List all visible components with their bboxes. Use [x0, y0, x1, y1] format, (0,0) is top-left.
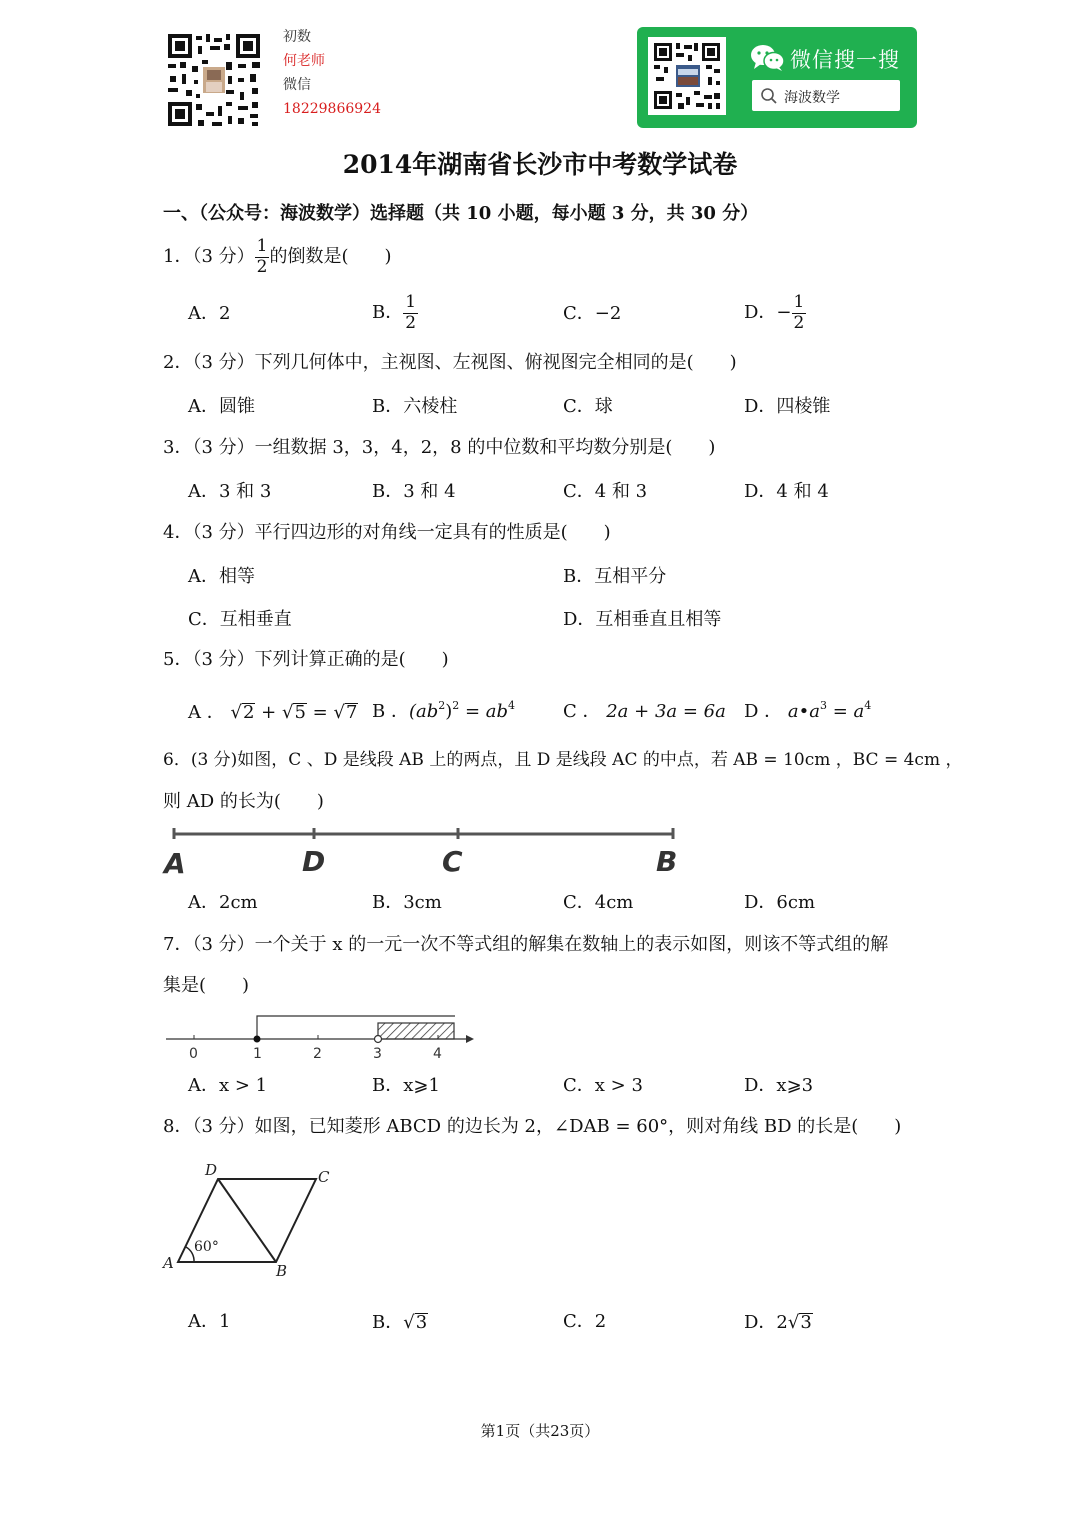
- question-4: 4．（3 分）平行四边形的对角线一定具有的性质是( ): [163, 522, 611, 543]
- option-b: B．x⩾1: [372, 1075, 440, 1096]
- option-b: B．3cm: [372, 892, 442, 913]
- wechat-qr-code: [648, 37, 726, 115]
- question-3: 3．（3 分）一组数据 3，3，4，2，8 的中位数和平均数分别是( ): [163, 437, 716, 458]
- axis-tick-label: 4: [433, 1046, 442, 1062]
- number-line-figure: [160, 1010, 480, 1065]
- expression: 2a + 3a = 6a: [606, 701, 726, 722]
- fraction-denominator: 2: [793, 312, 805, 333]
- option-d: D．4 和 4: [744, 481, 829, 502]
- expression: = ab: [459, 701, 509, 722]
- wechat-search-text: 海波数学: [784, 90, 840, 106]
- option-a: A．x > 1: [188, 1075, 268, 1096]
- contact-phone: 18229866924: [283, 101, 381, 117]
- option-label: D ．: [744, 701, 783, 722]
- vertex-label-d: D: [205, 1161, 218, 1179]
- option-d: D．四棱锥: [744, 396, 831, 417]
- option-a: A ． √2 + √5 = √7: [188, 702, 358, 723]
- axis-tick-label: 2: [313, 1046, 322, 1062]
- segment-figure: [160, 825, 680, 885]
- option-a: A．1: [188, 1311, 231, 1332]
- option-d: D．6cm: [744, 892, 816, 913]
- contact-qr-code: [166, 32, 262, 128]
- option-b: [372, 293, 418, 333]
- option-c: C．−2: [563, 303, 622, 324]
- option-b: [372, 699, 516, 722]
- page-footer: 第1页（共23页）: [480, 1422, 600, 1440]
- radicand: 5: [294, 702, 306, 723]
- point-label-c: C: [442, 845, 463, 878]
- question-6-line-1: 6．(3 分)如图，C 、D 是线段 AB 上的两点，且 D 是线段 AC 的中点，若 AB = 10cm ，BC = 4cm ，: [163, 750, 963, 770]
- fraction-numerator: 1: [793, 292, 805, 312]
- option-a: A．2cm: [188, 892, 258, 913]
- expression: ): [445, 701, 453, 722]
- question-6-line-2: 则 AD 的长为( ): [163, 791, 324, 812]
- option-label: B．: [372, 1312, 404, 1333]
- option-label: A ．: [188, 702, 225, 723]
- option-label: B ．: [372, 701, 409, 722]
- radicand: 7: [345, 702, 358, 723]
- section-heading: 一、（公众号：海波数学）选择题（共 10 小题，每小题 3 分，共 30 分）: [163, 203, 759, 224]
- radicand: 2: [242, 702, 255, 723]
- vertex-label-c: C: [318, 1168, 330, 1186]
- fraction-numerator: 1: [405, 292, 417, 312]
- qr-code-icon: [648, 37, 726, 115]
- option-d: D．互相垂直且相等: [563, 609, 722, 630]
- option-b: B．3 和 4: [372, 481, 456, 502]
- point-label-d: D: [302, 845, 326, 878]
- operator: =: [312, 702, 328, 723]
- radicand: 3: [415, 1312, 428, 1333]
- option-d: [744, 293, 806, 333]
- option-d: D．2√3: [744, 1312, 812, 1333]
- option-label: D．−: [744, 302, 792, 324]
- option-c: C．互相垂直: [188, 609, 292, 630]
- exponent: 3: [819, 699, 827, 712]
- option-c: [563, 703, 726, 721]
- vertex-label-a: A: [163, 1254, 174, 1272]
- search-icon: [760, 87, 778, 105]
- option-b: B．互相平分: [563, 566, 667, 587]
- fraction-numerator: 1: [256, 236, 268, 256]
- question-7-line-1: 7．（3 分）一个关于 x 的一元一次不等式组的解集在数轴上的表示如图，则该不等式组的解: [163, 934, 889, 955]
- question-8: 8．（3 分）如图，已知菱形 ABCD 的边长为 2，∠DAB = 60°，则对角线 BD 的长是( ): [163, 1116, 902, 1137]
- option-label: C ．: [563, 701, 601, 722]
- vertex-label-b: B: [276, 1262, 288, 1280]
- question-number: 1．（3 分）: [163, 246, 255, 268]
- expression: (ab: [408, 701, 439, 722]
- fraction-denominator: 2: [256, 256, 268, 277]
- wechat-search-title: 微信搜一搜: [790, 48, 900, 72]
- axis-tick-label: 3: [373, 1046, 382, 1062]
- option-a: A．2: [188, 303, 231, 324]
- exponent: 2: [452, 699, 460, 712]
- fraction: [792, 293, 807, 333]
- expression: a•a: [787, 701, 820, 722]
- contact-label: 初数: [283, 29, 311, 45]
- expression: = a: [826, 701, 865, 722]
- qr-code-icon: [166, 32, 262, 128]
- contact-name: 何老师: [283, 53, 325, 69]
- option-c: C．球: [563, 396, 613, 417]
- option-label: D．2: [744, 1312, 788, 1333]
- option-a: A．圆锥: [188, 396, 255, 417]
- rhombus-figure: [160, 1155, 345, 1285]
- fraction: [403, 293, 418, 333]
- page-title: 2014年湖南省长沙市中考数学试卷: [342, 150, 738, 179]
- question-stem: 的倒数是( ): [269, 246, 392, 268]
- option-label: B．: [372, 302, 404, 324]
- exponent: 4: [508, 699, 516, 712]
- question-5: 5．（3 分）下列计算正确的是( ): [163, 649, 449, 670]
- option-c: C．x > 3: [563, 1075, 643, 1096]
- contact-wechat-label: 微信: [283, 77, 311, 93]
- option-d: D．x⩾3: [744, 1075, 814, 1096]
- option-c: C．4cm: [563, 892, 634, 913]
- exponent: 2: [438, 699, 446, 712]
- angle-label: 60°: [194, 1239, 219, 1255]
- axis-tick-label: 1: [253, 1046, 262, 1062]
- option-b: B．√3: [372, 1312, 428, 1333]
- point-label-b: B: [656, 845, 678, 878]
- option-c: C．2: [563, 1311, 607, 1332]
- exponent: 4: [864, 699, 872, 712]
- option-d: [744, 699, 872, 722]
- option-a: A．3 和 3: [188, 481, 272, 502]
- question-1: [163, 237, 392, 277]
- question-2: 2．（3 分）下列几何体中，主视图、左视图、俯视图完全相同的是( ): [163, 352, 737, 373]
- fraction: [255, 237, 270, 277]
- question-7-line-2: 集是( ): [163, 975, 250, 996]
- option-a: A．相等: [188, 566, 255, 587]
- fraction-denominator: 2: [405, 312, 417, 333]
- point-label-a: A: [164, 847, 186, 880]
- radicand: 3: [800, 1312, 812, 1333]
- option-b: B．六棱柱: [372, 396, 458, 417]
- wechat-logo-icon: [750, 44, 786, 72]
- operator: +: [261, 702, 277, 723]
- option-c: C．4 和 3: [563, 481, 648, 502]
- axis-tick-label: 0: [189, 1046, 198, 1062]
